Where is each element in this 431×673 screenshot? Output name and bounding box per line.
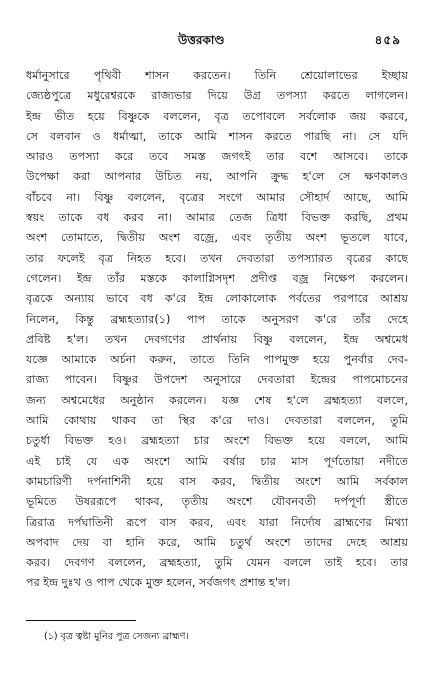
text-line: ভূমিতে উষররূপে থাকব, তৃতীয় অংশে যৌবনবতী দর্পপূর্ণা স্ত্রীতে (26, 495, 408, 509)
text-line: পর ইন্দ্র দুঃখ ও পাপ থেকে মুক্ত হলেন, সর্বজগৎ প্রশান্ত হ'ল। (26, 576, 291, 590)
body-text (26, 66, 408, 594)
text-line: উপেক্ষা করা আপনার উচিত নয়, আপনি ক্রুদ্ধ হ'লে সে ক্ষণকালও (26, 170, 408, 184)
page-number: ৪৫৯ (374, 33, 401, 47)
running-head (0, 32, 431, 50)
text-line: এই চাই যে এক অংশে আমি বর্ষার চার মাস পূর্ণতোয়া নদীতে (26, 454, 408, 468)
text-line: ত্রিরাত্র দর্পঘাতিনী রূপে বাস করব, এবং যারা নির্দোষ ব্রাহ্মণের মিথ্যা (26, 515, 408, 529)
text-line: ধর্মানুসারে পৃথিবী শাসন করতেন। তিনি শ্রেয়োলাভের ইচ্ছায় (26, 69, 408, 82)
text-line: সে বলবান ও ধর্মাত্মা, তাকে আমি শাসন করতে পারছি না। সে যদি (26, 129, 408, 143)
text-line: আমি কোথায় থাকব তা স্থির ক'রে দাও। দেবতারা বললেন, তুমি (26, 414, 408, 428)
text-line: গেলেন। ইন্দ্র তাঁর মস্তকে কালাগ্নিসদৃশ প্রদীপ্ত বজ্র নিক্ষেপ করলেন। (26, 271, 408, 285)
text-line: চতুর্ধা বিভক্ত হও। ব্রহ্মহত্যা চার অংশে বিভক্ত হয়ে বললে, আমি (26, 434, 408, 448)
text-line: নিলেন, কিন্তু ব্রহ্মহত্যার(১) পাপ তাকে অনুসরণ ক'রে তাঁর দেহে (26, 312, 408, 326)
footnote: (১) বৃত্র ত্বষ্টা মুনির পুত্র সেজন্য ব্রাহ্মণ। (44, 631, 189, 642)
text-line: জন্য অশ্বমেধের অনুষ্ঠান করলেন। যজ্ঞ শেষ হ'লে ব্রহ্মহত্যা বললে, (26, 393, 408, 407)
text-line: স্বয়ং তাকে বধ করব না। আমার তেজ ত্রিধা বিভক্ত করছি, প্রথম (26, 211, 408, 225)
chapter-title: উত্তরকাণ্ড (178, 33, 225, 47)
text-line: ইন্দ্র ভীত হয়ে বিষ্ণুকে বললেন, বৃত্র তপোবলে সর্বলোক জয় করবে, (26, 109, 408, 123)
text-line: রাজ্য পাবেন। বিষ্ণুর উপদেশ অনুসারে দেবতারা ইন্দ্রের পাপমোচনের (26, 373, 408, 387)
footnote-divider (26, 620, 136, 621)
text-line: আরও তপস্যা করে তবে সমস্ত জগৎই তার বশে আসবে। তাকে (26, 150, 408, 164)
text-line: তার ফলেই বৃত্র নিহত হবে। তখন দেবতারা তপস্যারত বৃত্রের কাছে (26, 251, 408, 265)
text-line: প্রবিষ্ট হ'ল। তখন দেবগণের প্রার্থনায় বিষ্ণু বললেন, ইন্দ্র অশ্বমেধ (26, 332, 408, 346)
text-line: বাঁচবে না। বিষ্ণু বললেন, বৃত্রের সংগে আমার সৌহার্দ আছে, আমি (26, 190, 408, 204)
text-line: করব। দেবগণ বললেন, ব্রহ্মহত্যা, তুমি যেমন বললে তাই হবে। তার (26, 556, 408, 570)
text-line: অপবাদ দেয় বা হানি করে, আমি চতুর্থ অংশে তাদের দেহে আশ্রয় (26, 535, 408, 549)
text-line: যজ্ঞে আমাকে অর্চনা করুন, তাতে তিনি পাপমুক্ত হয়ে পুনর্বার দেব- (26, 353, 408, 367)
text-line: অংশ তোমাতে, দ্বিতীয় অংশ বজ্রে, এবং তৃতীয় অংশ ভূতলে যাবে, (26, 231, 408, 245)
text-line: কামচারিণী দর্পনাশিনী হয়ে বাস করব, দ্বিতীয় অংশে আমি সর্বকাল (26, 474, 408, 488)
text-line: জ্যেষ্ঠপুত্রে মধুরেশ্বরকে রাজ্যভার দিয়ে উগ্র তপস্যা করতে লাগলেন। (26, 89, 408, 103)
text-line: বৃত্রকে অন্যায় ভাবে বধ ক'রে ইন্দ্র লোকালোক পর্বতের পরপারে আশ্রয় (26, 292, 408, 306)
